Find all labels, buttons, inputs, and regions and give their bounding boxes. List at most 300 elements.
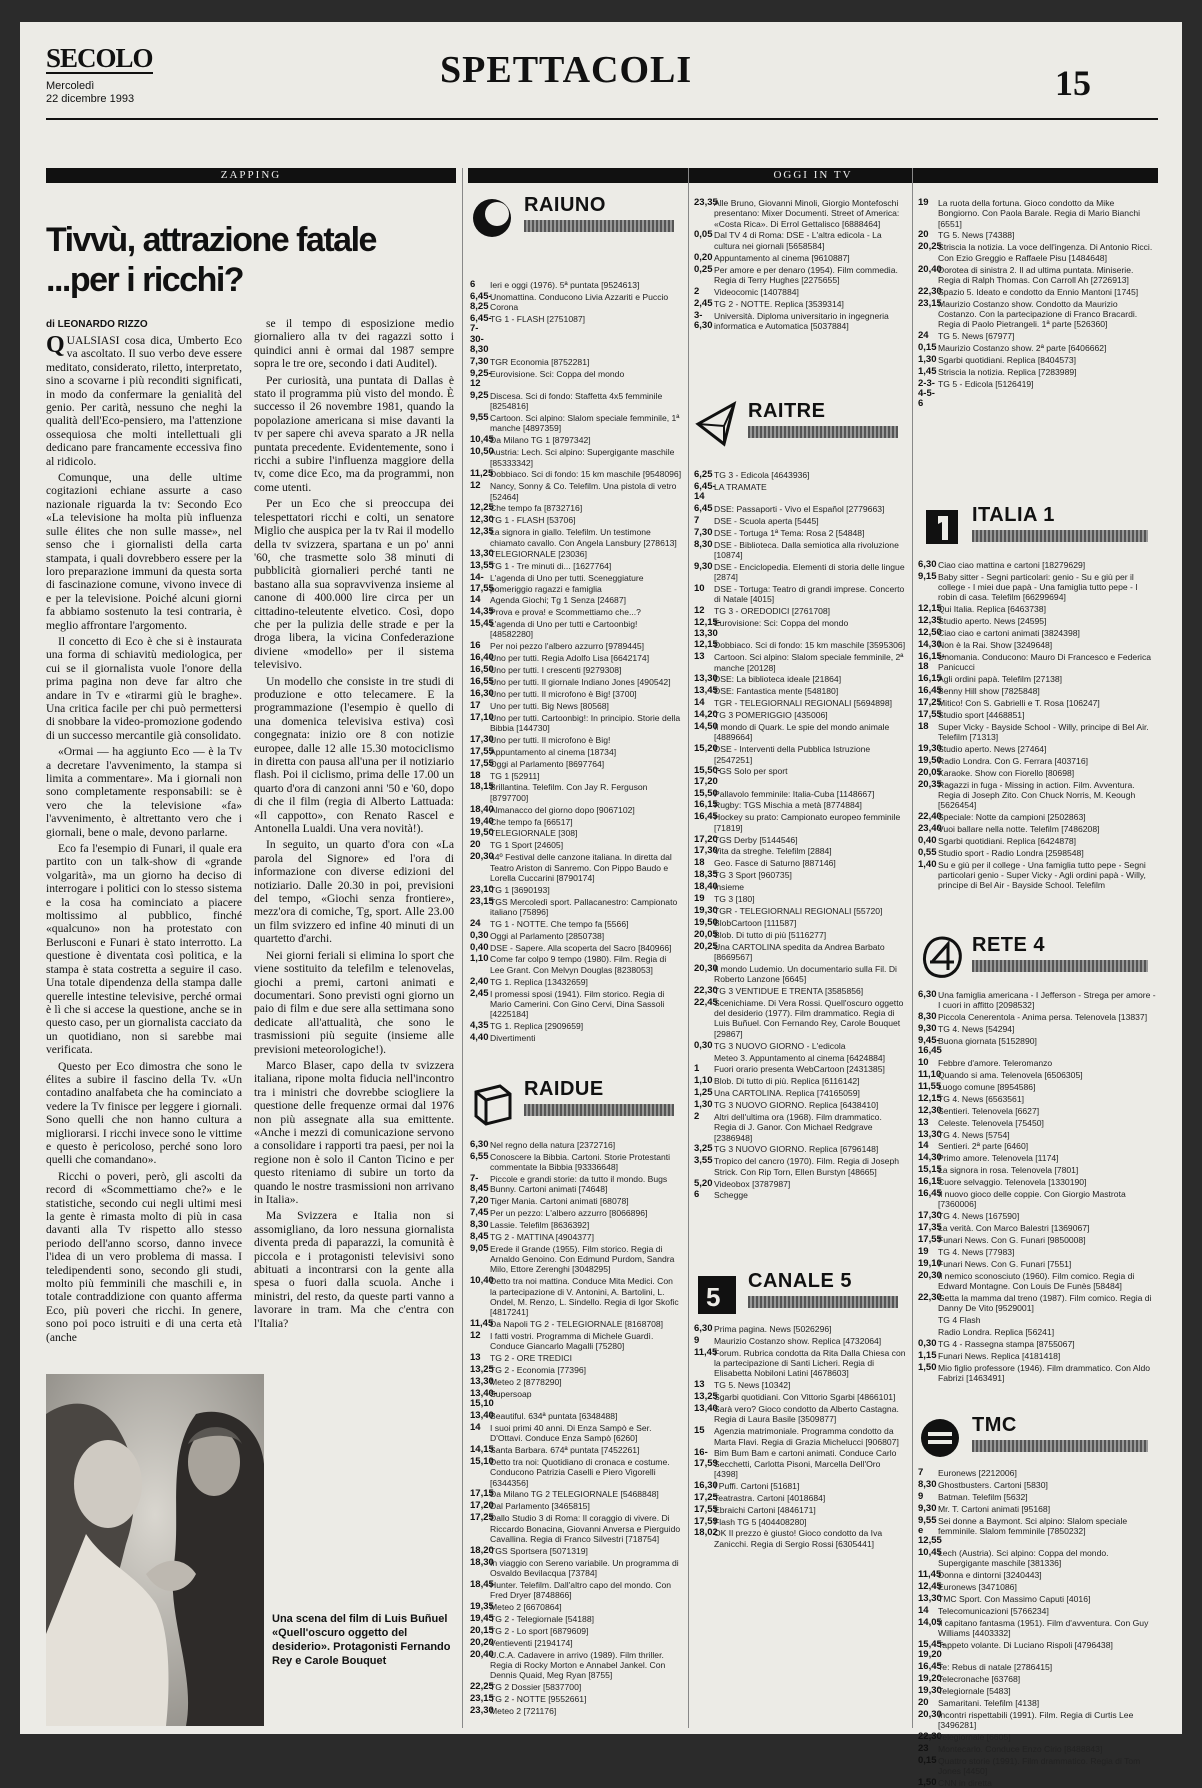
raitre-logo-icon — [694, 396, 742, 450]
schedule-item — [470, 527, 682, 548]
schedule-time: 1,15 — [918, 1349, 937, 1361]
schedule-time: 14 — [918, 1604, 929, 1616]
schedule-time: 12,25 — [470, 502, 494, 514]
schedule-time: 14,35 — [470, 606, 494, 618]
schedule-item — [694, 1190, 906, 1200]
schedule-description: DSE: Passaporti - Vivo el Español [2779663] — [714, 504, 885, 515]
channel-header-raidue — [470, 1074, 682, 1128]
schedule-time: 22,25 — [470, 1681, 494, 1693]
schedule-item — [694, 858, 906, 868]
schedule-item — [918, 616, 1158, 626]
schedule-time: 1,25 — [694, 1087, 713, 1099]
schedule-item — [470, 919, 682, 929]
schedule-item — [694, 1380, 906, 1390]
schedule-item — [470, 1445, 682, 1455]
schedule-item — [694, 1041, 906, 1051]
channel-name: CANALE 5 — [748, 1270, 853, 1292]
schedule-item — [470, 897, 682, 918]
schedule-time: 18,15 — [470, 781, 494, 793]
schedule-item — [470, 1580, 682, 1601]
article-column-1 — [46, 334, 242, 1359]
schedule-item — [918, 1480, 1158, 1490]
schedule-item — [918, 1058, 1158, 1068]
schedule-item — [918, 1012, 1158, 1022]
schedule-description: Telecomunicazioni [5766234] — [938, 1605, 1049, 1616]
schedule-description: DSE - Enciclopedia. Elementi di storia delle lingue [2874] — [714, 561, 905, 583]
schedule-time: 10,45 — [470, 434, 494, 446]
schedule-description: Geo. Fasce di Saturno [887146] — [714, 858, 836, 869]
schedule-description: Dobbiaco. Sci di fondo: 15 km maschile [9548096] — [490, 469, 682, 480]
schedule-time: 13,30 — [470, 548, 494, 560]
schedule-item — [918, 1094, 1158, 1104]
schedule-time: 0,20 — [694, 251, 713, 263]
schedule-time: 12,15 — [918, 603, 942, 615]
schedule-item — [918, 1082, 1158, 1092]
paragraph: Un modello che consiste in tre studi di produzione e otto telecamere. E la programmazione (l'esempio è quello di una domenica televisiva estiva) così congegnata: inizio ore 8 con notizie europee, dalle 12 alle 15.30 motociclismo in diretta con pausa all'una per il notiziario flash. Poi il ciclismo, prima delle 17.00 un quarto d'ora di canzoni anni '50 e '60, dopo di che il film (regia di Alberto Lattuada: «Il cappotto», con Renato Rascel e Antonella Lualdi. Una vera novità!). — [254, 674, 454, 836]
schedule-description: TG 2 - Economia [77396] — [490, 1365, 587, 1376]
schedule-time: 0,25 — [694, 263, 713, 275]
schedule-item — [918, 1271, 1158, 1292]
schedule-description: TG 2 Dossier [5837700] — [490, 1682, 582, 1693]
schedule-description: Studio aperto. News [24595] — [938, 616, 1047, 627]
schedule-description: DSE - Sapere. Alla scoperta del Sacro [840966] — [490, 942, 672, 953]
schedule-time: 15,45 — [470, 618, 494, 630]
schedule-description: Radio Londra. Replica [56241] — [938, 1326, 1055, 1337]
schedule-time: 0,05 — [694, 229, 713, 241]
schedule-description: Per amore e per denaro (1954). Film commedia. Regia di Terry Hughes [2275655] — [714, 264, 898, 285]
schedule-time: 18,20 — [470, 1544, 494, 1556]
schedule-description: Striscia la notizia. Replica [7283989] — [938, 366, 1077, 377]
schedule-time: 13,30 — [694, 673, 718, 685]
schedule-item — [694, 584, 906, 605]
schedule-description: Pallavolo femminile: Italia-Cuba [1148667] — [714, 788, 875, 799]
schedule-time: 1,30 — [694, 1099, 713, 1111]
schedule-description: Telegiornale [5483] — [938, 1685, 1011, 1696]
schedule-item — [470, 549, 682, 559]
schedule-description: Appuntamento al cinema [18734] — [490, 746, 617, 757]
schedule-item — [694, 1404, 906, 1425]
schedule-item — [694, 562, 906, 583]
schedule-time: 16,15 — [918, 1176, 942, 1188]
schedule-item — [694, 722, 906, 743]
schedule-time: 13,40 — [470, 1410, 494, 1422]
schedule-description: Meteo 3. Appuntamento al cinema [6424884] — [714, 1052, 886, 1063]
schedule-time: 5,20 — [694, 1177, 713, 1189]
issue-full-date: 22 dicembre 1993 — [46, 93, 135, 105]
schedule-description: TG 2 - MATTINA [4904377] — [490, 1231, 594, 1242]
channel-header-rete4 — [918, 930, 1158, 984]
schedule-item — [694, 618, 906, 639]
schedule-description: Tropico del cancro (1970). Film. Regia di Joseph Strick. Con Rip Torn, Ellen Burstyn [48665] — [714, 1156, 900, 1177]
schedule-description: Sentieri. Telenovela [6627] — [938, 1105, 1040, 1116]
schedule-description: Sei donne a Baymont. Sci alpino: Slalom speciale femminile. Slalom femminile [7850232] — [938, 1515, 1128, 1536]
schedule-description: Appuntamento al cinema [9610887] — [714, 252, 850, 263]
schedule-item — [694, 1144, 906, 1154]
schedule-item — [694, 1156, 906, 1177]
schedule-item — [694, 1517, 906, 1527]
schedule-time: 23,15 — [470, 1692, 494, 1704]
schedule-item — [918, 343, 1158, 353]
schedule-item — [694, 1348, 906, 1379]
schedule-item — [918, 355, 1158, 365]
schedule-item — [918, 848, 1158, 858]
schedule-item — [918, 331, 1158, 341]
schedule-time: 4,35 — [470, 1020, 489, 1032]
schedule-description: Forum. Rubrica condotta da Rita Dalla Chiesa con la partecipazione di Santi Licheri. Regia di Elisabetta Nobiloni Latini [4678603] — [714, 1347, 906, 1379]
paragraph: QUALSIASI cosa dica, Umberto Eco va ascoltato. Il suo verbo deve essere meditato, considerato, riletto, interpretato, sino a scovarne i più reconditi significati, in modo da confermare la genialità del genio. Per carità, nessuno che neghi la qualità dell'Eco-pensiero, ma l'attenzione ossequiosa che molti intellettuali gli dedicano pare francamente eccessiva fino al ridicolo. — [46, 332, 242, 468]
schedule-item — [470, 357, 682, 367]
schedule-time: 3,55 — [694, 1155, 713, 1167]
schedule-item — [918, 1118, 1158, 1128]
schedule-time: 20,15 — [470, 1624, 494, 1636]
schedule-description: Piccola Cenerentola - Anima persa. Telenovela [13837] — [938, 1012, 1148, 1023]
schedule-item — [694, 998, 906, 1039]
schedule-time: 13 — [694, 1379, 705, 1391]
schedule-item — [470, 469, 682, 479]
schedule-description: Scenichiame. Di Vera Rossi. Quell'oscuro oggetto del desiderio (1977). Film drammatico. Regia di Luis Buñuel. Con Fernando Rey, Carole Bouquet [29867] — [714, 997, 904, 1039]
schedule-time: 18,40 — [470, 803, 494, 815]
schedule-time: 0,55 — [918, 846, 937, 858]
schedule-description: Una CARTOLINA. Replica [74165059] — [714, 1088, 860, 1099]
schedule-time: 8,30 — [918, 1011, 937, 1023]
schedule-item — [470, 607, 682, 617]
schedule-time: 24 — [470, 917, 481, 929]
schedule-description: Nel regno della natura [2372716] — [490, 1140, 616, 1150]
article-column-2 — [254, 317, 454, 1357]
schedule-item — [470, 1220, 682, 1230]
schedule-item — [918, 1293, 1158, 1314]
schedule-time: 19,50 — [694, 916, 718, 928]
schedule-description: Erede il Grande (1955). Film storico. Regia di Arnaldo Genoino. Con Edmund Purdom, Sandra Milo, Ettore Zerenghi [3048295] — [490, 1243, 675, 1275]
schedule-time: 20,30 — [470, 851, 494, 863]
schedule-item — [470, 954, 682, 975]
schedule-description: Maurizio Costanzo show. 2ª parte [6406662] — [938, 343, 1107, 354]
schedule-time: 14,15 — [470, 1444, 494, 1456]
schedule-time: 12,30 — [918, 1104, 942, 1116]
schedule-time: 22,45 — [694, 996, 718, 1008]
schedule-time: 7,30 — [694, 526, 713, 538]
schedule-description: Piccole e grandi storie: da tutto il mondo. Bugs Bunny. Cartoni animati [74648] — [490, 1174, 668, 1195]
schedule-time: 16,40 — [470, 652, 494, 664]
schedule-item — [470, 665, 682, 675]
schedule-item — [470, 977, 682, 987]
schedule-description: DSE - Tortuga 1ª Tema: Rosa 2 [54848] — [714, 527, 865, 538]
schedule-time: 20 — [918, 1696, 929, 1708]
schedule-time: 17,30 — [470, 733, 494, 745]
italia1-logo-icon — [918, 500, 966, 554]
schedule-description: Brillantina. Telefilm. Con Jay R. Ferguson [8797700] — [490, 782, 648, 803]
schedule-description: Baby sitter - Segni particolari: genio - Su e giù per il college - I miei due papà - Una famiglia tutto pepe - I robin di casa. Telefilm [66299694] — [938, 571, 1138, 603]
schedule-item — [470, 1614, 682, 1624]
schedule-time: 17,30 — [694, 845, 718, 857]
schedule-time: 19,50 — [470, 827, 494, 839]
schedule-item — [694, 686, 906, 696]
schedule-item — [918, 1247, 1158, 1257]
schedule-time: 9,05 — [470, 1242, 489, 1254]
schedule-item — [470, 1457, 682, 1488]
schedule-item — [470, 653, 682, 663]
schedule-time: 13,45 — [694, 685, 718, 697]
schedule-item — [918, 710, 1158, 720]
schedule-item — [470, 1174, 682, 1195]
channel-name: RETE 4 — [972, 934, 1046, 956]
schedule-item — [470, 435, 682, 445]
schedule-time: 23,10 — [470, 883, 494, 895]
schedule-item — [470, 1377, 682, 1387]
schedule-description: Da Milano TG 1 [8797342] — [490, 435, 591, 446]
schedule-item — [918, 1516, 1158, 1547]
schedule-time: 13 — [694, 651, 705, 663]
schedule-time: 9 — [694, 1334, 700, 1346]
schedule-time: 12,15 — [694, 639, 718, 651]
schedule-description: Studio aperto. News [27464] — [938, 743, 1047, 754]
schedule-rete4 — [918, 990, 1158, 1408]
schedule-description: Cuore selvaggio. Telenovela [1330190] — [938, 1177, 1087, 1188]
schedule-description: Batman. Telefilm [5632] — [938, 1491, 1028, 1502]
schedule-time: 15,15 — [918, 1164, 942, 1176]
paragraph: Comunque, una delle ultime cogitazioni echiane assurte a caso nazionale riguarda la tv: Secondo Eco «La televisione ha molta più influenza sulle élites che non sulle masse», nel senso che i giornalisti della carta stampata, i quali dovrebbero essere per la loro preparazione immuni da questa sorta di fascinazione comune, vivono invece di e per la televisione. Poiché alcuni giorni fa abbiamo sostenuto la tesi contraria, è meglio affrontare l'argomento. — [46, 471, 242, 632]
schedule-time: 16,45 — [694, 811, 718, 823]
schedule-description: Samaritani. Telefilm [4138] — [938, 1697, 1040, 1708]
schedule-time: 12,15 — [918, 1092, 942, 1104]
schedule-time: 14 — [470, 1421, 481, 1433]
schedule-item — [918, 640, 1158, 650]
schedule-description: Almanacco del giorno dopo [9067102] — [490, 804, 635, 815]
schedule-description: TG 3 NUOVO GIORNO. Replica [6796148] — [714, 1144, 879, 1155]
schedule-time: 8,30 — [694, 538, 713, 550]
schedule-item — [694, 698, 906, 708]
schedule-time: 16,45 — [918, 685, 942, 697]
issue-date — [46, 80, 134, 106]
schedule-item — [918, 1130, 1158, 1140]
schedule-item — [694, 918, 906, 928]
schedule-item — [918, 1177, 1158, 1187]
schedule-description: Dal Parlamento [3465815] — [490, 1501, 590, 1512]
schedule-description: Eurovisione. Sci: Coppa del mondo — [490, 368, 625, 379]
schedule-description: TG 2 - NOTTE [9552661] — [490, 1693, 587, 1704]
schedule-item — [470, 481, 682, 502]
schedule-item — [470, 1706, 682, 1716]
schedule-item — [470, 561, 682, 571]
schedule-time: 1,30 — [918, 353, 937, 365]
schedule-time: 9,15 — [918, 570, 937, 582]
schedule-time: 13,25 — [694, 1391, 718, 1403]
schedule-item — [694, 1053, 906, 1063]
schedule-time: 20 — [470, 839, 481, 851]
article-byline: di LEONARDO RIZZO — [46, 319, 148, 330]
schedule-time: 6,30 — [918, 989, 937, 1000]
schedule-description: Bim Bum Bam e cartoni animati. Conduce Carlo Secchetti, Carlotta Pisoni, Marcella Dell'Oro [4398] — [714, 1448, 897, 1480]
schedule-description: Detto tra noi mattina. Conduce Mita Medici. Con la partecipazione di V. Antonini, A. Bartolini, L. Ondel, M. Renzo, L. Sindello. Regia di Igor Skofic [4817241] — [490, 1276, 679, 1318]
schedule-item — [918, 674, 1158, 684]
schedule-item — [694, 230, 906, 251]
schedule-item — [470, 840, 682, 850]
schedule-time: 19,20 — [918, 1673, 942, 1685]
schedule-item — [470, 828, 682, 838]
film-still-photo — [46, 1374, 264, 1726]
schedule-item — [470, 292, 682, 313]
schedule-description: Dobbiaco. Sci di fondo: 15 km maschile [3595306] — [714, 640, 906, 651]
schedule-description: Hockey su prato: Campionato europeo femminile [71819] — [714, 812, 901, 833]
schedule-description: La ruota della fortuna. Gioco condotto da Mike Bongiorno. Con Paola Barale. Regia di Mario Bianchi [6551] — [938, 198, 1141, 229]
schedule-time: 12,50 — [918, 627, 942, 639]
schedule-time: 18,40 — [694, 881, 718, 893]
schedule-description: TG 2 - ORE TREDICI — [490, 1353, 572, 1364]
schedule-time: 6,45-7-30-8,30 — [470, 313, 492, 355]
schedule-description: Uno per tutti. Il microfono è Big! — [490, 734, 611, 745]
schedule-time: 10 — [694, 583, 705, 595]
paragraph: Eco fa l'esempio di Funari, il quale era partito con un talk-show di «grande volgarità», ma un giorno ha deciso di interrogare i politici con lo stesso sistema e la cosa ha cominciato a piacere moltissimo al pubblico, finché «qualcuno» non ha protestato con Berlusconi e Funari è stato interrotto. La questione è diventata così politica, e la stampa è stata costretta a seguire il caso. Una totale dipendenza della stampa dalle querelle intestine televisive, perché ormai è lì che si accese la questione, anche se in questo caso, per un giornalista cacciato da un quotidiano, non si sarebbe mai verificata. — [46, 842, 242, 1057]
schedule-item — [918, 1504, 1158, 1514]
schedule-description: L'agenda di Uno per tutti. Sceneggiature pomeriggio ragazzi e famiglia — [490, 573, 644, 594]
schedule-item — [470, 817, 682, 827]
schedule-item — [694, 964, 906, 985]
schedule-time: 23,30 — [470, 1704, 494, 1716]
schedule-item — [470, 573, 682, 594]
schedule-description: DSE - Biblioteca. Dalla semiotica alla rivoluzione [10874] — [714, 539, 899, 561]
schedule-item — [470, 1196, 682, 1206]
schedule-description: Montecarlo. Conduce Enzo Cirio [8488843] — [938, 1743, 1103, 1754]
schedule-item — [918, 560, 1158, 570]
schedule-description: Funari News. Con G. Funari [9850008] — [938, 1234, 1086, 1245]
schedule-description: Ieri e oggi (1976). 5ª puntata [9524613] — [490, 280, 640, 290]
schedule-time: 11,25 — [470, 468, 494, 480]
schedule-item — [918, 628, 1158, 638]
schedule-description: I suoi primi 40 anni. Di Enza Sampò e Ser. D'Ottavi. Conduce Enza Sampò [6260] — [490, 1422, 652, 1444]
schedule-description: Agli ordini papà. Telefilm [27138] — [938, 674, 1063, 685]
schedule-time: 9,30 — [694, 560, 713, 572]
schedule-time: 11,55 — [918, 1080, 942, 1092]
schedule-time: 20,30 — [918, 1708, 942, 1720]
schedule-description: Lassie. Telefilm [8636392] — [490, 1220, 590, 1231]
schedule-description: Alle Bruno, Giovanni Minoli, Giorgio Montefoschi presentano: Mixer Documenti. Street of America: «Costa Rica». Di Errol Gettalisco [6888464] — [714, 198, 900, 229]
schedule-item — [470, 314, 682, 355]
schedule-time: 7,30 — [470, 355, 489, 367]
schedule-item — [918, 1492, 1158, 1502]
schedule-description: Uno per tutti. Il microfono è Big! [3700] — [490, 688, 637, 699]
schedule-description: TGR - TELEGIORNALI REGIONALI [5694898] — [714, 698, 892, 709]
schedule-time: 9,30 — [918, 1023, 937, 1035]
schedule-description: Insieme — [714, 882, 745, 893]
schedule-tmc — [918, 1467, 1158, 1788]
schedule-item — [470, 1411, 682, 1421]
schedule-item — [918, 990, 1158, 1011]
schedule-item — [470, 619, 682, 640]
schedule-item — [918, 1315, 1158, 1325]
schedule-item — [694, 265, 906, 286]
schedule-description: Dallo Studio 3 di Roma: Il coraggio di vivere. Di Riccardo Bonacina, Giovanni Anversa e Pierguido Cavallina. Regia di Franco Silvestri [718754] — [490, 1513, 681, 1544]
schedule-item — [918, 744, 1158, 754]
schedule-time: 15,50 — [694, 787, 718, 799]
schedule-description: Sgarbi quotidiani. Con Vittorio Sgarbi [4866101] — [714, 1392, 896, 1403]
schedule-time: 9,55 e 12,55 — [918, 1514, 942, 1547]
schedule-description: I promessi sposi (1941). Film storico. Regia di Mario Camerini. Con Gino Cervi, Dina Sassoli [4225184] — [490, 988, 665, 1020]
schedule-time: 14,30 — [918, 1152, 942, 1164]
schedule-description: La signora in rosa. Telenovela [7801] — [938, 1165, 1079, 1176]
schedule-item — [470, 1546, 682, 1556]
schedule-item — [470, 1331, 682, 1352]
schedule-description: Blob. Di tutto di più [5116277] — [714, 929, 827, 940]
channel-bar — [748, 1296, 898, 1308]
schedule-description: Teatrastra. Cartoni [4018684] — [714, 1492, 826, 1503]
schedule-item — [470, 1365, 682, 1375]
schedule-time: 0,15 — [918, 1754, 937, 1766]
schedule-item — [918, 1351, 1158, 1361]
schedule-item — [918, 1327, 1158, 1337]
schedule-item — [470, 1033, 682, 1043]
schedule-item — [470, 1513, 682, 1544]
schedule-item — [470, 782, 682, 803]
schedule-time: 16,30 — [470, 687, 494, 699]
schedule-time: 6 — [694, 1189, 700, 1201]
schedule-description: Cartoon. Sci alpino: Slalom speciale femminile, 1ª manche [4897359] — [490, 413, 680, 434]
paragraph: Marco Blaser, capo della tv svizzera italiana, ripone molta fiducia nell'incontro tra i ministri che dovrebbe sciogliere la questione delle frequenze ormai dal 1976 non più assegnate alla sua emittente. «Anche i mezzi di comunicazione servono a consolidare i rapporti tra paesi, per noi la regione non è solo il Canton Ticino e per questo riteniamo di subire un torto da quando le nostre trasmissioni non arrivano in Italia». — [254, 1058, 454, 1206]
schedule-time: 17 — [470, 699, 481, 711]
schedule-item — [694, 789, 906, 799]
schedule-item — [694, 800, 906, 810]
paragraph: Ricchi o poveri, però, gli ascolti da record di «Scommettiamo che?» e le statistiche, secondo cui negli ultimi mesi la gente è rimasta molto di più in casa davanti alla Tv rispetto allo stesso periodo dell'anno scorso, danno invece l'idea di un vero problema di massa. I teledipendenti sono, secondo gli studi, molto più femminili che maschili e, in totale contraddizione con quanto afferma Eco, più poveri che ricchi. In genere, sono poi poco istruiti e di una certa età (anche — [46, 1169, 242, 1344]
schedule-description: Su e giù per il college - Una famiglia tutto pepe - Segni particolari genio - Super Vicky - Agli ordini papà - Willy, principe di Bel Air - Bayside School. Telefilm — [938, 859, 1146, 891]
schedule-item — [694, 528, 906, 538]
schedule-item — [470, 1694, 682, 1704]
schedule-description: Tappeto volante. Di Luciano Rispoli [4796438] — [938, 1639, 1113, 1650]
schedule-item — [694, 516, 906, 526]
schedule-description: TG 4 Flash — [938, 1314, 981, 1325]
schedule-time: 0,40 — [918, 834, 937, 846]
schedule-time: 22,30 — [918, 1730, 942, 1742]
schedule-description: Maurizio Costanzo show. Condotto da Maurizio Costanzo. Con la partecipazione di Franco Bracardi. Regia di Paolo Pietrangeli. 1ª parte [526360] — [938, 298, 1138, 330]
schedule-item — [918, 1582, 1158, 1592]
schedule-description: Uno per tutti. Il giornale Indiano Jones [490542] — [490, 677, 671, 688]
schedule-description: Spazio 5. Ideato e condotto da Ennio Mantoni [1745] — [938, 286, 1139, 297]
schedule-item — [918, 1259, 1158, 1269]
masthead-rule — [46, 118, 1158, 120]
schedule-description: TG 1 Sport [24605] — [490, 840, 564, 851]
schedule-item — [470, 1389, 682, 1410]
schedule-description: Funari News. Replica [4181418] — [938, 1350, 1061, 1361]
schedule-time: 15,10 — [470, 1456, 494, 1467]
newspaper-page — [20, 22, 1182, 1788]
schedule-item — [694, 1064, 906, 1074]
schedule-item — [470, 1276, 682, 1317]
schedule-time: 19 — [918, 197, 929, 208]
schedule-item — [918, 1744, 1158, 1754]
schedule-description: Speciale: Notte da campioni [2502863] — [938, 812, 1086, 823]
schedule-description: TG 3 - OREDODICI [2761708] — [714, 606, 831, 617]
schedule-time: 7 — [918, 1467, 924, 1478]
schedule-time: 17,25 — [694, 1491, 718, 1503]
schedule-description: Studio sport [4468851] — [938, 709, 1025, 720]
schedule-item — [694, 882, 906, 892]
paragraph: Per un Eco che si preoccupa dei telespettatori ricchi e colti, un senatore Miglio che auspica per la tv Rai il modello della tv svizzera, spartana e un po' anni '60, che trasmette solo 38 minuti di pubblicità giornalieri perché tanti ne bastano alla sua sopravvivenza insieme al canone di 400.000 lire circa per un cittadino-teleutente elvetico. Così, dopo che per la pulizia delle strade e per la droga libera, la vicina Confederazione diviene «modello» per il sistema televisivo. — [254, 497, 454, 672]
schedule-item — [918, 299, 1158, 330]
schedule-time: 0,40 — [470, 941, 489, 953]
schedule-item — [694, 1179, 906, 1189]
schedule-time: 17,25 — [470, 1512, 494, 1524]
schedule-time: 1 — [694, 1063, 700, 1075]
schedule-time: 19,30 — [694, 904, 718, 916]
schedule-time: 13,55 — [470, 560, 494, 572]
channel-header-raitre — [694, 396, 906, 450]
schedule-description: Detto tra noi: Quotidiano di cronaca e costume. Conducono Patrizia Caselli e Piero Vigorelli [6344356] — [490, 1457, 670, 1488]
schedule-description: Blob. Di tutto di più. Replica [6116142] — [714, 1076, 860, 1087]
schedule-item — [470, 1353, 682, 1363]
schedule-description: Conoscere la Bibbia. Cartoni. Storie Protestanti commentate la Bibbia [93336648] — [490, 1151, 671, 1173]
schedule-item — [694, 744, 906, 765]
schedule-description: Nancy, Sonny & Co. Telefilm. Una pistola di vetro [52464] — [490, 481, 677, 502]
schedule-description: Super Vicky - Bayside School - Willy, principe di Bel Air. Telefilm [71313] — [938, 721, 1149, 742]
schedule-description: Vuoi ballare nella notte. Telefilm [7486208] — [938, 823, 1100, 834]
